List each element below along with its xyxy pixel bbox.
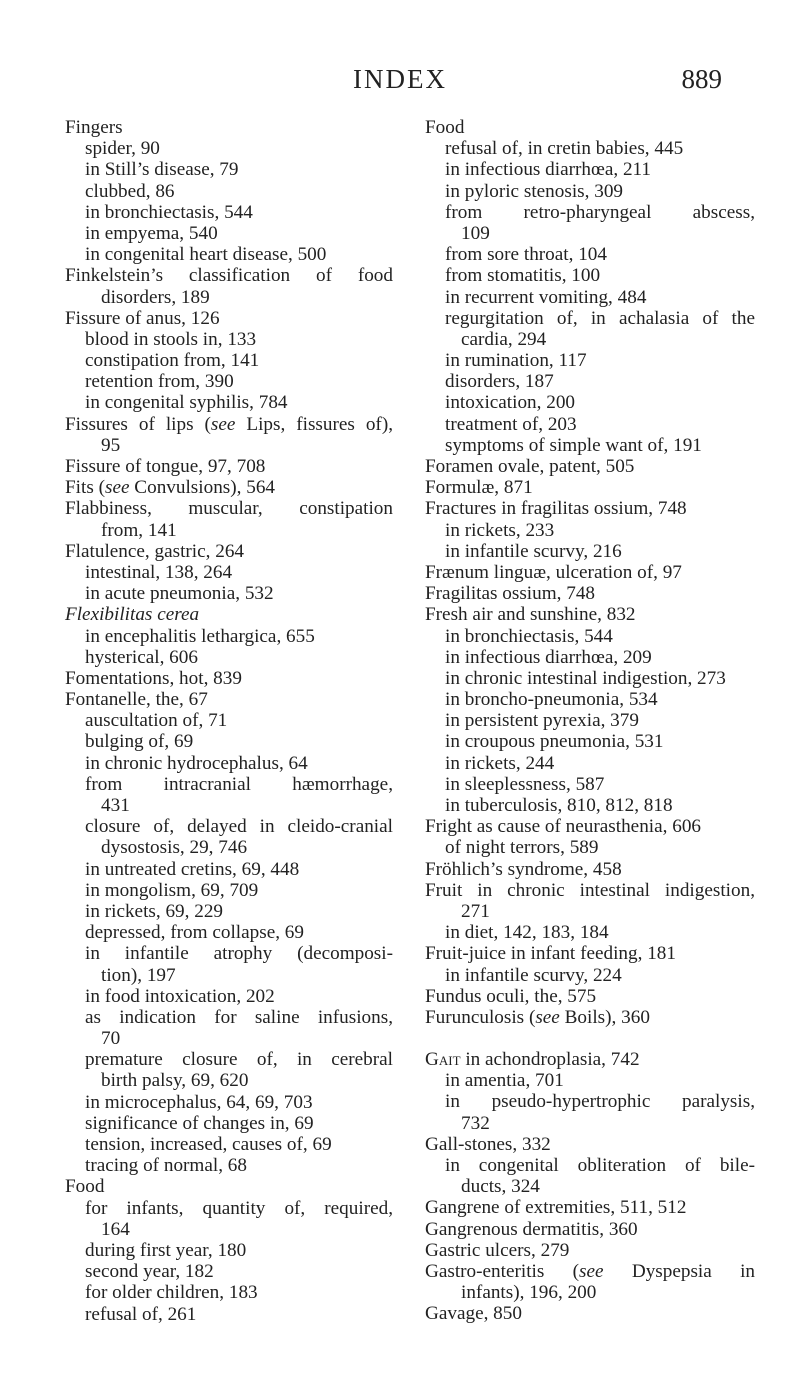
index-subentry: 70 [101,1028,121,1050]
index-entry: Flabbiness, muscular, constipation [65,498,393,520]
index-subentry: 431 [101,795,130,816]
index-subentry: in Still’s disease, 79 [85,159,239,181]
index-subentry: in food intoxication, 202 [85,985,275,1007]
index-subentry: in broncho-pneumonia, 534 [445,689,658,711]
index-subentry: in microcephalus, 64, 69, 703 [85,1091,313,1113]
index-subentry: in pseudo-hypertrophic paralysis, [445,1091,755,1113]
index-subentry: in bronchiectasis, 544 [445,625,613,647]
index-subentry: for infants, quantity of, required, [85,1197,393,1219]
index-column-right [425,117,755,1325]
index-entry: Frænum linguæ, ulceration of, 97 [425,561,682,583]
index-subentry: constipation from, 141 [85,350,260,372]
index-entry: Food [425,117,465,138]
index-entry: Fröhlich’s syndrome, 458 [425,858,622,880]
index-subentry: in empyema, 540 [85,222,218,244]
index-subentry: as indication for saline infusions, [85,1006,393,1028]
index-entry: Foramen ovale, patent, 505 [425,456,635,477]
index-subentry: intoxication, 200 [445,392,576,414]
index-subentry: in congenital obliteration of bile- [445,1155,755,1176]
index-subentry: in infectious diarrhœa, 209 [445,646,652,668]
index-subentry: auscultation of, 71 [85,710,228,732]
index-subentry: birth palsy, 69, 620 [101,1070,249,1092]
index-entry: Formulæ, 871 [425,477,533,499]
index-entry: Fissures of lips (see Lips, fissures of), [65,413,394,435]
index-subentry: depressed, from collapse, 69 [85,922,304,944]
index-subentry: ducts, 324 [461,1176,540,1198]
index-entry: Fundus oculi, the, 575 [425,985,597,1007]
index-entry: Finkelstein’s classification of food [65,265,393,287]
index-subentry: in infantile atrophy (decomposi- [85,943,393,965]
index-subentry: cardia, 294 [461,328,547,350]
index-subentry: in croupous pneumonia, 531 [445,731,664,753]
index-subentry: in chronic intestinal indigestion, 273 [445,667,726,689]
index-subentry: tracing of normal, 68 [85,1155,247,1177]
index-subentry: refusal of, in cretin babies, 445 [445,138,684,160]
index-subentry: of night terrors, 589 [445,837,599,859]
index-entry: Fissure of tongue, 97, 708 [65,456,266,477]
index-entry: Gastric ulcers, 279 [425,1239,570,1261]
index-subentry: from retro-pharyngeal abscess, [445,201,755,223]
index-subentry: in rumination, 117 [445,350,587,372]
index-entry: Fomentations, hot, 839 [65,667,242,689]
index-subentry: blood in stools in, 133 [85,328,257,350]
index-subentry: from, 141 [101,519,177,541]
index-subentry: closure of, delayed in cleido-cranial [85,816,393,838]
index-subentry: in rickets, 244 [445,752,555,774]
index-entry: Food [65,1176,105,1198]
index-entry: Flatulence, gastric, 264 [65,540,245,562]
index-entry: Gastro-enteritis (see Dyspepsia in [425,1260,755,1282]
running-title: INDEX [353,64,447,94]
index-subentry: 95 [101,434,121,456]
index-subentry: retention from, 390 [85,371,234,393]
index-subentry: spider, 90 [85,138,160,160]
index-entry: Furunculosis (see Boils), 360 [425,1006,650,1028]
index-subentry: premature closure of, in cerebral [85,1049,393,1071]
index-subentry: regurgitation of, in achalasia of the [445,307,755,329]
index-entry: Gangrene of extremities, 511, 512 [425,1197,687,1219]
page-header [0,64,800,104]
index-subentry: in mongolism, 69, 709 [85,879,259,901]
index-entry: Fragilitas ossium, 748 [425,583,596,605]
index-entry: Fractures in fragilitas ossium, 748 [425,498,687,520]
index-entry: Fruit-juice in infant feeding, 181 [425,943,676,965]
index-entry: Fruit in chronic intestinal indigestion, [425,879,755,901]
index-entry: Fingers [65,117,123,138]
index-entry: Fresh air and sunshine, 832 [425,604,636,626]
index-subentry: in untreated cretins, 69, 448 [85,858,300,880]
index-subentry: in tuberculosis, 810, 812, 818 [445,795,673,816]
index-subentry: in persistent pyrexia, 379 [445,710,639,732]
index-entry: Fright as cause of neurasthenia, 606 [425,816,702,838]
index-subentry: in bronchiectasis, 544 [85,201,253,223]
index-subentry: 732 [461,1112,490,1134]
index-subentry: in sleeplessness, 587 [445,773,605,795]
index-subentry: in amentia, 701 [445,1070,564,1092]
index-subentry: symptoms of simple want of, 191 [445,434,702,456]
index-subentry: 109 [461,222,490,244]
index-subentry: in infantile scurvy, 216 [445,540,622,562]
index-subentry: infants), 196, 200 [461,1282,597,1304]
index-subentry: from sore throat, 104 [445,244,607,266]
index-subentry: tension, increased, causes of, 69 [85,1134,332,1155]
index-subentry: in pyloric stenosis, 309 [445,180,624,202]
index-entry: Gavage, 850 [425,1303,522,1325]
index-entry: Fits (see Convulsions), 564 [65,477,276,499]
index-subentry: significance of changes in, 69 [85,1112,314,1134]
index-subentry: disorders, 189 [101,286,210,308]
index-subentry: during first year, 180 [85,1239,247,1261]
index-subentry: in rickets, 69, 229 [85,900,224,922]
index-column-left [65,117,393,1325]
index-entry: Gangrenous dermatitis, 360 [425,1218,638,1240]
index-subentry: in acute pneumonia, 532 [85,583,274,605]
index-subentry: in rickets, 233 [445,519,555,541]
index-subentry: second year, 182 [85,1261,214,1283]
index-subentry: 164 [101,1218,130,1240]
index-subentry: tion), 197 [101,964,176,986]
index-subentry: refusal of, 261 [85,1303,197,1325]
index-subentry: in infectious diarrhœa, 211 [445,159,652,181]
index-subentry: clubbed, 86 [85,180,175,202]
index-subentry: treatment of, 203 [445,413,577,435]
index-subentry: in infantile scurvy, 224 [445,964,622,986]
page-number: 889 [681,64,722,94]
index-subentry: from intracranial hæmorrhage, [85,773,393,795]
index-subentry: from stomatitis, 100 [445,265,601,287]
index-subentry: in congenital heart disease, 500 [85,244,327,266]
index-subentry: bulging of, 69 [85,731,194,753]
index-subentry: in recurrent vomiting, 484 [445,286,647,308]
index-subentry: hysterical, 606 [85,646,198,668]
index-subentry: 271 [461,900,490,922]
index-entry: Fontanelle, the, 67 [65,689,208,711]
index-subentry: in diet, 142, 183, 184 [445,922,609,944]
index-entry: Flexibilitas cerea [65,604,200,626]
index-subentry: intestinal, 138, 264 [85,561,233,583]
index-subentry: dysostosis, 29, 746 [101,837,248,859]
index-subentry: disorders, 187 [445,371,554,393]
index-entry: Gall-stones, 332 [425,1133,551,1155]
index-subentry: in encephalitis lethargica, 655 [85,625,315,647]
index-subentry: in congenital syphilis, 784 [85,392,288,414]
index-subentry: for older children, 183 [85,1282,258,1304]
index-entry: Fissure of anus, 126 [65,307,220,329]
index-subentry: in chronic hydrocephalus, 64 [85,752,308,774]
index-entry: Gait in achondroplasia, 742 [425,1049,640,1071]
